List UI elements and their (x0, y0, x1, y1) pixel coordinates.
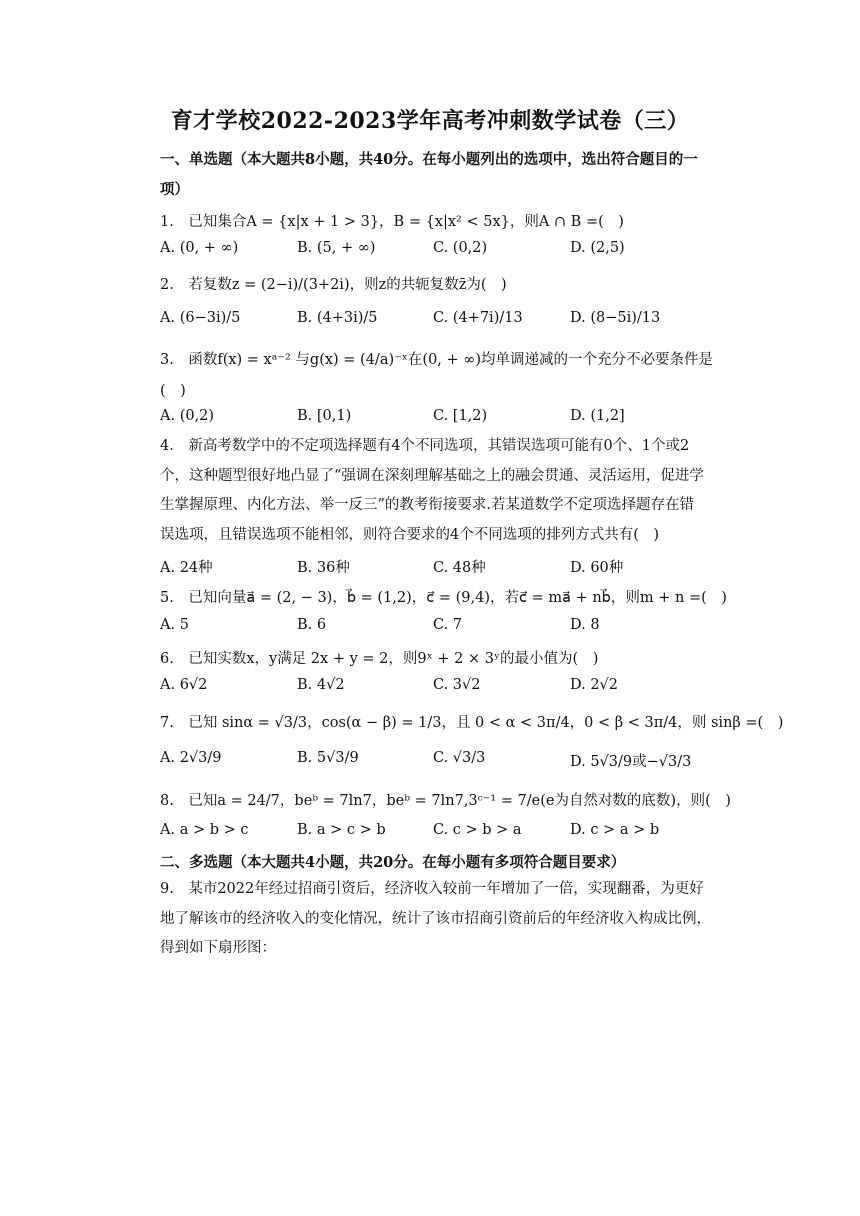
option-d: D. (8−5i)/13 (570, 310, 661, 326)
question-4-line2: 个，这种题型很好地凸显了“强调在深刻理解基础之上的融会贯通、灵活运用，促进学 (160, 467, 704, 484)
option-a: A. (0, + ∞) (160, 240, 239, 256)
question-9-line3: 得到如下扇形图： (160, 940, 276, 956)
option-d: D. 8 (570, 617, 600, 633)
option-c: C. [1,2) (433, 408, 488, 424)
option-c: C. 48种 (433, 560, 486, 576)
question-8-options (160, 822, 720, 844)
question-6-options (160, 677, 720, 699)
option-c: C. 3√2 (433, 677, 481, 693)
option-a: A. (6−3i)/5 (160, 310, 241, 326)
option-b: B. (5, + ∞) (297, 240, 376, 256)
question-4-line4: 误选项，且错误选项不能相邻，则符合要求的4个不同选项的排列方式共有( ) (160, 526, 660, 543)
option-a: A. 6√2 (160, 677, 208, 693)
option-a: A. 24种 (160, 560, 213, 576)
question-4-line1: 4. 新高考数学中的不定项选择题有4个不同选项，其错误选项可能有0个、1个或2 (160, 438, 690, 454)
option-d: D. (2,5) (570, 240, 625, 256)
question-1: 1. 已知集合A = {x|x + 1 > 3}，B = {x|x² < 5x}，则A ∩ B =( ) (160, 214, 624, 230)
question-7-options (160, 750, 720, 772)
question-6: 6. 已知实数x，y满足 2x + y = 2，则9ˣ + 2 × 3ʸ的最小值为( ) (160, 651, 599, 667)
question-8: 8. 已知a = 24/7，beᵇ = 7ln7，beᵇ = 7ln7,3ᶜ⁻¹ = 7/e(e为自然对数的底数)，则( ) (160, 793, 731, 809)
question-4-line3: 生掌握原理、内化方法、举一反三”的教考衔接要求.若某道数学不定项选择题存在错 (160, 497, 695, 513)
option-a: A. (0,2) (160, 408, 215, 424)
question-2-options (160, 310, 720, 332)
question-9-line1: 9. 某市2022年经过招商引资后，经济收入较前一年增加了一倍，实现翻番，为更好 (160, 881, 704, 897)
question-5-options (160, 617, 720, 639)
option-d: D. 60种 (570, 560, 624, 576)
option-d: D. 5√3/9或−√3/3 (570, 754, 692, 770)
option-a: A. a > b > c (160, 822, 249, 838)
question-9-line2: 地了解该市的经济收入的变化情况，统计了该市招商引资前后的年经济收入构成比例， (160, 910, 711, 927)
section1-heading-line2: 项） (160, 180, 189, 198)
question-3-options (160, 408, 720, 430)
option-b: B. 5√3/9 (297, 750, 359, 766)
question-5: 5. 已知向量a⃗ = (2, − 3)，b⃗ = (1,2)，c⃗ = (9,4)，若c⃗ = ma⃗ + nb⃗，则m + n =( ) (160, 590, 727, 606)
option-c: C. (4+7i)/13 (433, 310, 523, 326)
option-c: C. (0,2) (433, 240, 488, 256)
option-d: D. c > a > b (570, 822, 660, 838)
option-d: D. (1,2] (570, 408, 625, 424)
question-3-line1: 3. 函数f(x) = xᵃ⁻² 与g(x) = (4/a)⁻ˣ在(0, + ∞)均单调递减的一个充分不必要条件是 (160, 352, 714, 368)
option-c: C. √3/3 (433, 750, 486, 766)
option-b: B. a > c > b (297, 822, 386, 838)
option-b: B. [0,1) (297, 408, 352, 424)
option-b: B. 6 (297, 617, 327, 633)
option-c: C. 7 (433, 617, 463, 633)
section1-heading (160, 145, 720, 204)
option-c: C. c > b > a (433, 822, 522, 838)
exam-title: 育才学校2022-2023学年高考冲刺数学试卷（三） (170, 108, 690, 134)
question-9 (160, 875, 720, 964)
question-2: 2. 若复数z = (2−i)/(3+2i)，则z的共轭复数z̄为( ) (160, 277, 507, 293)
section2-heading: 二、多选题（本大题共4小题，共20分。在每小题有多项符合题目要求） (160, 854, 626, 871)
option-b: B. (4+3i)/5 (297, 310, 378, 326)
question-1-options (160, 240, 720, 262)
question-3-line2: ( ) (160, 383, 186, 399)
option-d: D. 2√2 (570, 677, 619, 693)
question-4 (160, 432, 720, 550)
option-a: A. 5 (160, 617, 189, 633)
option-a: A. 2√3/9 (160, 750, 222, 766)
option-b: B. 36种 (297, 560, 350, 576)
option-b: B. 4√2 (297, 677, 345, 693)
section1-heading-line1: 一、单选题（本大题共8小题，共40分。在每小题列出的选项中，选出符合题目的一 (160, 151, 698, 168)
question-4-options (160, 556, 720, 578)
question-7: 7. 已知 sinα = √3/3，cos(α − β) = 1/3，且 0 < α < 3π/4，0 < β < 3π/4，则 sinβ =( ) (160, 715, 784, 731)
